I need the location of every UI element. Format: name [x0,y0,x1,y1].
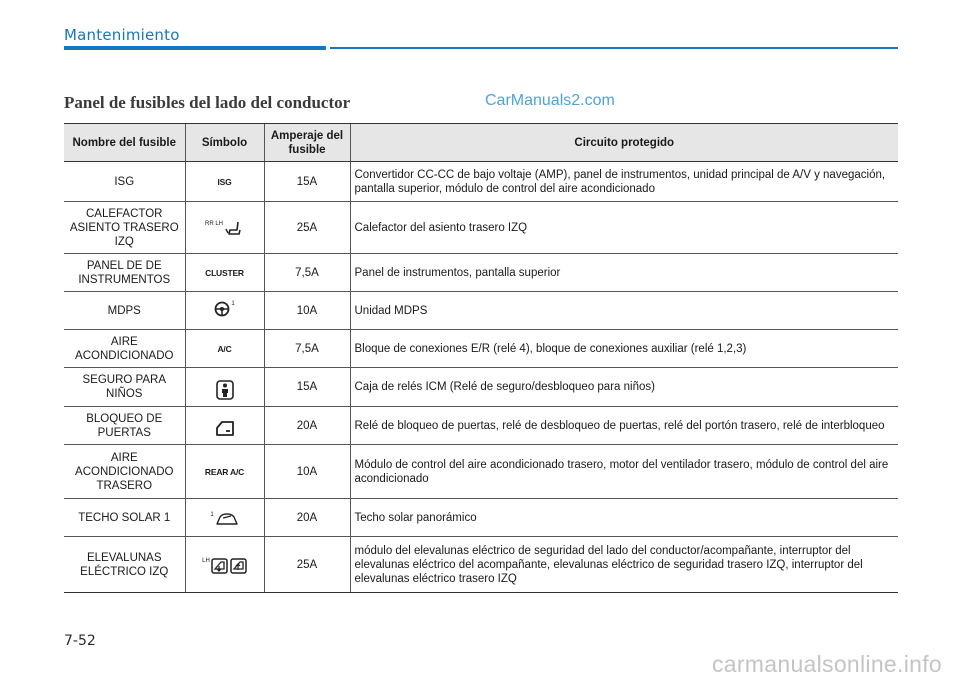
child-lock-icon [215,380,234,404]
table-row [64,407,898,445]
fuse-amperage: 15A [264,162,350,202]
fuse-symbol [185,254,264,292]
fuse-amperage: 25A [264,202,350,254]
column-header-amperage: Amperaje del fusible [264,124,350,162]
fuse-name: AIRE ACONDICIONADO TRASERO [64,445,185,499]
protected-circuit: Módulo de control del aire acondicionado trasero, motor del ventilador trasero, módulo de control del aire acondicionado [350,445,898,499]
fuse-symbol [185,499,264,537]
fuse-name: MDPS [64,292,185,330]
fuse-name: CALEFACTOR ASIENTO TRASERO IZQ [64,202,185,254]
column-header-symbol: Símbolo [185,124,264,162]
symbol-label: 1 [231,300,235,307]
protected-circuit: Techo solar panorámico [350,499,898,537]
fuse-name: BLOQUEO DE PUERTAS [64,407,185,445]
fuse-name: ISG [64,162,185,202]
symbol-label: 1 [210,511,214,518]
protected-circuit: Unidad MDPS [350,292,898,330]
footer-watermark: carmanualsonline.info [711,651,942,676]
table-row [64,330,898,368]
fuse-symbol [185,445,264,499]
protected-circuit: módulo del elevalunas eléctrico de seguridad del lado del conductor/acompañante, interruptor del elevalunas eléctrico del acompañante, elevalunas eléctrico de seguridad trasero IZQ, interruptor del elevalunas eléctrico trasero IZQ [350,537,898,593]
header-rule-thick [64,46,326,50]
fuse-symbol [185,330,264,368]
fuse-symbol [185,162,264,202]
fuse-name: ELEVALUNAS ELÉCTRICO IZQ [64,537,185,593]
column-header-circuit: Circuito protegido [350,124,898,162]
protected-circuit: Relé de bloqueo de puertas, relé de desbloqueo de puertas, relé del portón trasero, relé de interbloqueo [350,407,898,445]
table-row [64,499,898,537]
fuse-name: PANEL DE DE INSTRUMENTOS [64,254,185,292]
fuse-name: TECHO SOLAR 1 [64,499,185,537]
fuse-symbol [185,537,264,593]
fuse-amperage: 15A [264,368,350,407]
symbol-text: REAR A/C [204,466,245,477]
page-title: Panel de fusibles del lado del conductor [64,93,351,112]
symbol-label: RR LH [204,220,223,227]
symbol-text: CLUSTER [205,267,244,278]
protected-circuit: Panel de instrumentos, pantalla superior [350,254,898,292]
fuse-symbol [185,368,264,407]
power-window-icon [202,558,247,578]
table-row [64,445,898,499]
table-row [64,254,898,292]
header-rule-thin [330,47,898,49]
watermark: CarManuals2.com [485,92,615,109]
protected-circuit: Convertidor CC-CC de bajo voltaje (AMP), panel de instrumentos, unidad principal de A/V y navegación, pantalla superior, módulo de control del aire acondicionado [350,162,898,202]
fuse-amperage: 10A [264,292,350,330]
fuse-amperage: 10A [264,445,350,499]
protected-circuit: Caja de relés ICM (Relé de seguro/desbloqueo para niños) [350,368,898,407]
page-number: 7-52 [64,633,96,649]
fuse-amperage: 20A [264,499,350,537]
table-row [64,537,898,593]
protected-circuit: Calefactor del asiento trasero IZQ [350,202,898,254]
table-row [64,162,898,202]
fuse-amperage: 7,5A [264,330,350,368]
protected-circuit: Bloque de conexiones E/R (relé 4), bloque de conexiones auxiliar (relé 1,2,3) [350,330,898,368]
fuse-symbol [185,292,264,330]
fuse-amperage: 25A [264,537,350,593]
seat-heater-icon [205,221,244,241]
fuse-name: SEGURO PARA NIÑOS [64,368,185,407]
table-row [64,368,898,407]
steering-wheel-icon [214,301,234,321]
symbol-text: ISG [217,176,232,187]
fuse-symbol [185,407,264,445]
symbol-text: A/C [217,343,232,354]
fuse-name: AIRE ACONDICIONADO [64,330,185,368]
door-lock-icon [214,420,235,442]
fuse-amperage: 7,5A [264,254,350,292]
table-row [64,202,898,254]
column-header-name: Nombre del fusible [64,124,185,162]
section-header: Mantenimiento [64,26,180,44]
fuse-table [64,123,898,593]
table-header-row [64,124,898,162]
sunroof-icon [210,512,238,530]
fuse-amperage: 20A [264,407,350,445]
table-row [64,292,898,330]
fuse-symbol [185,202,264,254]
symbol-label: LH [202,557,210,564]
